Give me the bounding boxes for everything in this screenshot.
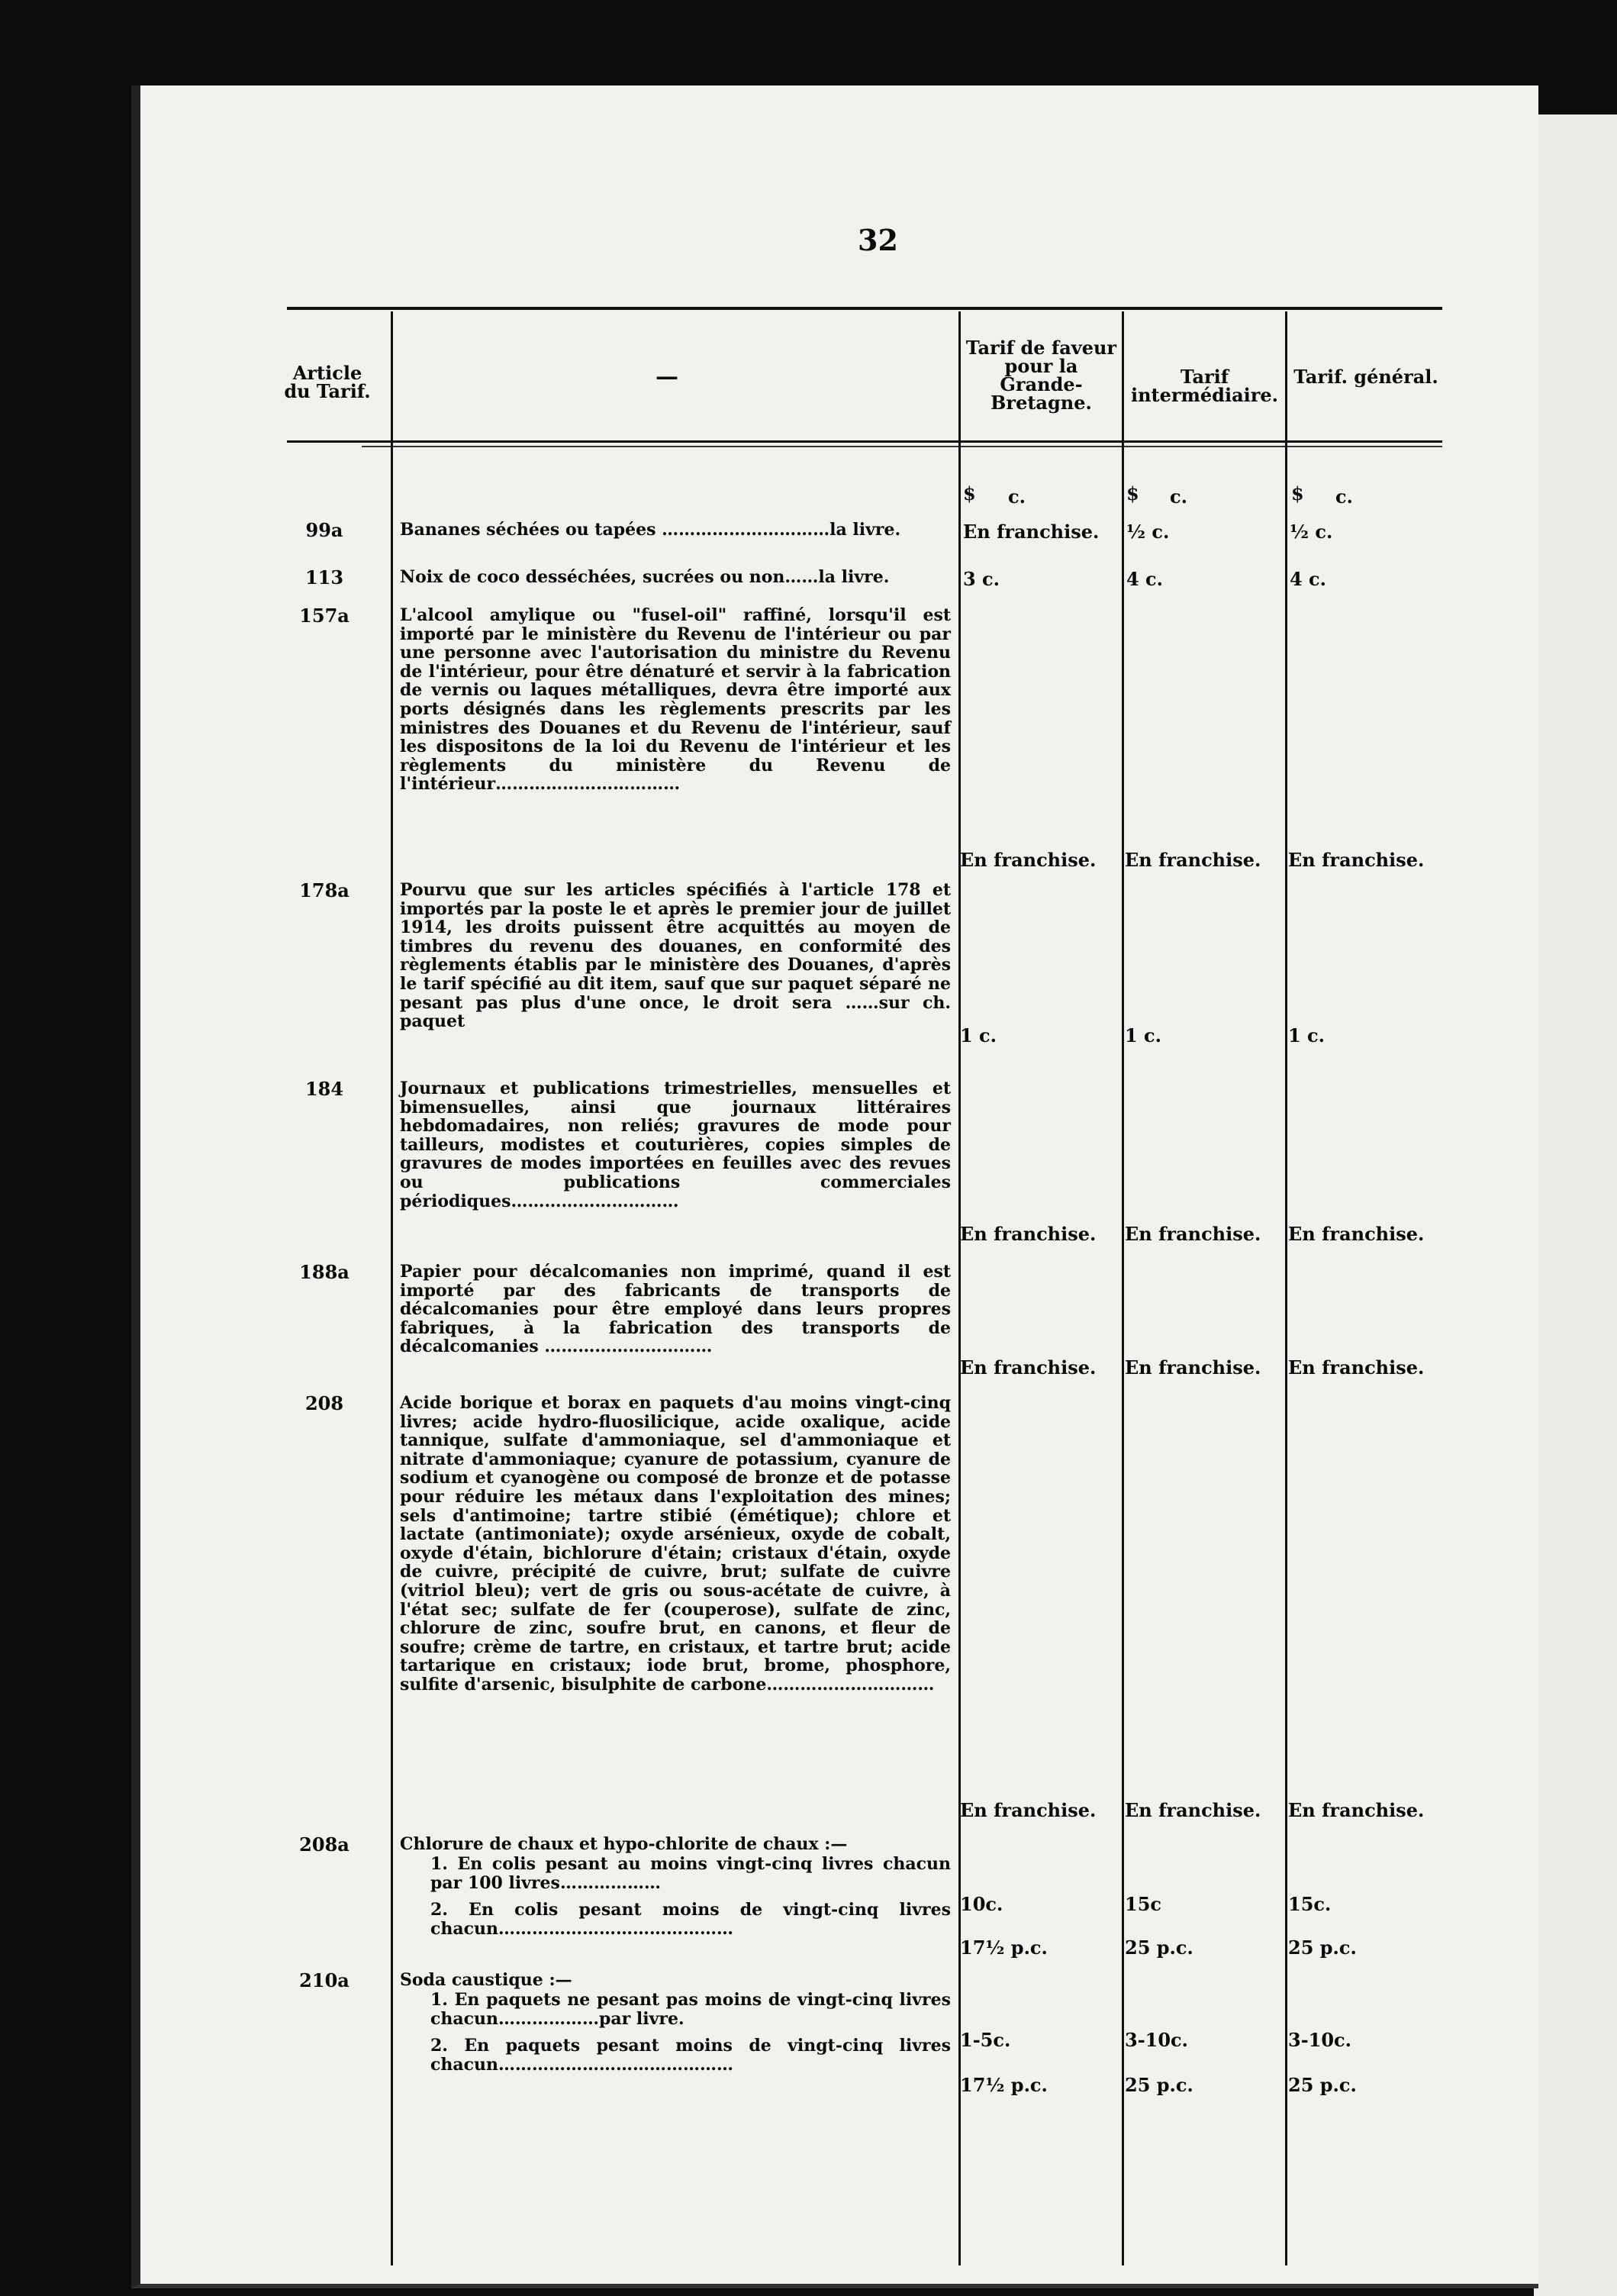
article-description: Papier pour décalcomanies non imprimé, quand il est importé par des fabricants de transports de décalcomanies pour être employé dans leurs propres fabriques, à la fabrication des transports de décalcomanies …………………………: [400, 1262, 951, 1357]
header-bottom-rule: [287, 440, 1442, 443]
general-rate: 3-10c.: [1288, 2029, 1352, 2051]
article-description: Bananes séchées ou tapées …………………………la livre.: [400, 520, 901, 540]
intermediate-rate: 25 p.c.: [1125, 2074, 1193, 2096]
general-cent: c.: [1335, 485, 1353, 508]
article-number: 157a: [299, 605, 349, 627]
sub-item-text: 2. En colis pesant moins de vingt-cinq livres chacun……………………………………: [430, 1900, 951, 1939]
general-rate: ½ c.: [1290, 521, 1333, 543]
general-rate: En franchise.: [1288, 1799, 1425, 1821]
favour-rate: En franchise.: [960, 1356, 1097, 1379]
article-description: Soda caustique :—: [400, 1970, 572, 1990]
article-number: 113: [304, 566, 344, 589]
facing-page-edge: [1534, 114, 1617, 2296]
favour-rate: En franchise.: [960, 1223, 1097, 1245]
intermediate-rate: ½ c.: [1126, 521, 1170, 543]
article-description: Journaux et publications trimestrielles, mensuelles et bimensuelles, ainsi que journaux littéraires hebdomadaires, non reliés; gravures de mode pour tailleurs, modistes et couturières, copies simples de gravures de modes importées en feuilles avec des revues ou publications commerciales périodiques…………………………: [400, 1079, 951, 1211]
general-rate: En franchise.: [1288, 1223, 1425, 1245]
desc-column-rule: [391, 311, 393, 2265]
intermediate-rate: 3-10c.: [1125, 2029, 1189, 2051]
favour-rate: En franchise.: [960, 849, 1097, 871]
document-page: [131, 85, 1538, 2288]
header-general: Tarif. général.: [1293, 366, 1438, 388]
favour-rate: 17½ p.c.: [960, 1936, 1048, 1959]
favour-rate: 1-5c.: [960, 2029, 1011, 2051]
article-number: 184: [304, 1078, 344, 1100]
general-rate: En franchise.: [1288, 1356, 1425, 1379]
favour-rate: 3 c.: [963, 568, 1000, 590]
general-rate: 1 c.: [1288, 1024, 1325, 1046]
sub-item-text: 1. En paquets ne pesant pas moins de vingt-cinq livres chacun………………par livre.: [430, 1990, 951, 2029]
intermediate-rate: En franchise.: [1125, 1356, 1261, 1379]
header-intermediate: Tarif intermédiaire.: [1130, 366, 1279, 406]
general-rate: 4 c.: [1290, 568, 1327, 590]
general-dollar: $: [1291, 482, 1304, 505]
favour-column-rule: [958, 311, 961, 2265]
table-top-rule: [287, 307, 1442, 310]
favour-rate: 17½ p.c.: [960, 2074, 1048, 2096]
general-rate: En franchise.: [1288, 849, 1425, 871]
article-description: Chlorure de chaux et hypo-chlorite de chaux :—: [400, 1834, 848, 1854]
intermediate-rate: En franchise.: [1125, 849, 1261, 871]
favour-rate: En franchise.: [960, 1799, 1097, 1821]
sub-item-text: 1. En colis pesant au moins vingt-cinq livres chacun par 100 livres………………: [430, 1854, 951, 1893]
article-description: Acide borique et borax en paquets d'au moins vingt-cinq livres; acide hydro-fluosilicique, acide oxalique, acide tannique, sulfate d'ammoniaque, sel d'ammoniaque et nitrate d'ammoniaque; cyanure de potassium, cyanure de sodium et cyanogène ou composé de bronze et de potasse pour réduire les métaux dans l'exploitation des mines; sels d'antimoine; tartre stibié (émétique); chlore et lactate (antimoniate); oxyde arsénieux, oxyde de cobalt, oxyde d'étain, bichlorure d'étain; cristaux d'étain, oxyde de cuivre, précipité de cuivre, brut; sulfate de cuivre (vitriol bleu); vert de gris ou sous-acétate de cuivre, à l'état sec; sulfate de fer (couperose), sulfate de zinc, chlorure de zinc, soufre brut, en canons, et fleur de soufre; crème de tartre, en cristaux, et tartre brut; acide tartarique en cristaux; iode brut, brome, phosphore, sulfite d'arsenic, bisulphite de carbone…………………………: [400, 1393, 951, 1695]
intermediate-rate: 15c: [1125, 1893, 1162, 1915]
general-column-rule: [1285, 311, 1287, 2265]
article-description: L'alcool amylique ou "fusel-oil" raffiné, lorsqu'il est importé par le ministère du Revenu de l'intérieur ou par une personne avec l'autorisation du ministre du Revenu de l'intérieur, pour être dénaturé et servir à la fabrication de vernis ou laques métalliques, devra être importé aux ports désignés dans les règlements prescrits par les ministres des Douanes et du Revenu de l'intérieur, sauf les dispositons de la loi du Revenu de l'intérieur et les règlements du ministère du Revenu de l'intérieur……………………………: [400, 605, 951, 795]
general-rate: 15c.: [1288, 1893, 1332, 1915]
intermediate-rate: En franchise.: [1125, 1799, 1261, 1821]
article-number: 99a: [305, 519, 343, 541]
favour-dollar: $: [963, 482, 976, 505]
page-number: 32: [858, 223, 898, 257]
general-rate: 25 p.c.: [1288, 2074, 1357, 2096]
intermediate-rate: En franchise.: [1125, 1223, 1261, 1245]
intermediate-cent: c.: [1170, 485, 1187, 508]
header-dash: —: [655, 363, 678, 390]
article-number: 208a: [299, 1833, 349, 1856]
favour-rate: 1 c.: [960, 1024, 997, 1046]
favour-cent: c.: [1008, 485, 1026, 508]
intermediate-rate: 1 c.: [1125, 1024, 1162, 1046]
intermediate-rate: 4 c.: [1126, 568, 1164, 590]
header-favour: Tarif de faveur pour la Grande-Bretagne.: [965, 337, 1117, 414]
article-description: Noix de coco desséchées, sucrées ou non……la livre.: [400, 567, 890, 587]
header-bottom-rule-thin: [362, 446, 1442, 447]
intermediate-column-rule: [1122, 311, 1124, 2265]
intermediate-dollar: $: [1126, 482, 1139, 505]
article-number: 208: [304, 1392, 344, 1414]
favour-rate: 10c.: [960, 1893, 1003, 1915]
sub-item-text: 2. En paquets pesant moins de vingt-cinq livres chacun……………………………………: [430, 2036, 951, 2075]
favour-rate: En franchise.: [963, 521, 1100, 543]
article-description: Pourvu que sur les articles spécifiés à l'article 178 et importés par la poste le et après le premier jour de juillet 1914, les droits puissent être acquittés au moyen de timbres du revenu des douanes, en conformité des règlements établis par le ministère des Douanes, d'après le tarif spécifié au dit item, sauf que sur paquet séparé ne pesant pas plus d'une once, le droit sera ……sur ch. paquet: [400, 880, 951, 1032]
article-number: 188a: [299, 1261, 349, 1283]
intermediate-rate: 25 p.c.: [1125, 1936, 1193, 1959]
article-number: 210a: [299, 1969, 349, 1991]
article-number: 178a: [299, 879, 349, 901]
header-article: Article du Tarif.: [284, 362, 371, 402]
general-rate: 25 p.c.: [1288, 1936, 1357, 1959]
